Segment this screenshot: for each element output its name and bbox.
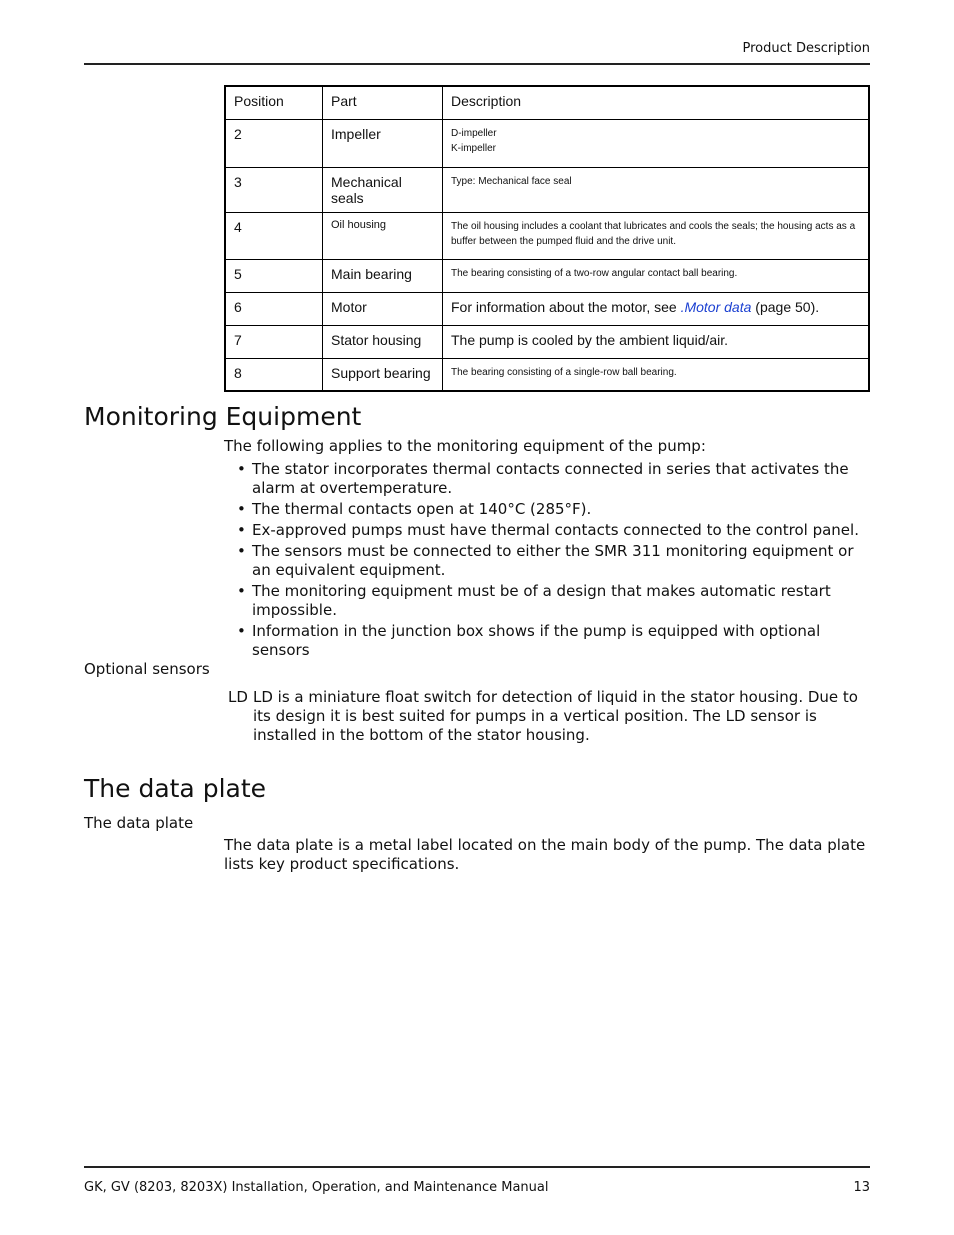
ld-term: LD <box>228 688 248 706</box>
cell-position: 3 <box>225 168 323 213</box>
cell-part: Mechanical seals <box>323 168 443 213</box>
list-item: • The thermal contacts open at 140°C (285°F). <box>224 500 870 519</box>
description-line: K-impeller <box>451 143 497 154</box>
data-plate-text: The data plate is a metal label located on the main body of the pump. The data plate lists key product specifications. <box>224 836 866 873</box>
cell-part: Support bearing <box>323 359 443 391</box>
list-item: • Ex-approved pumps must have thermal contacts connected to the control panel. <box>224 521 870 540</box>
cell-part: Stator housing <box>323 326 443 359</box>
cell-description: The oil housing includes a coolant that lubricates and cools the seals; the housing acts as a buffer between the pumped fluid and the drive unit. <box>443 213 870 260</box>
cell-position: 5 <box>225 260 323 293</box>
cell-part: Impeller <box>323 120 443 168</box>
header-rule <box>84 63 870 65</box>
cell-position: 2 <box>225 120 323 168</box>
monitoring-bullet-list <box>224 460 870 662</box>
running-header: Product Description <box>742 41 870 56</box>
table-row <box>225 359 869 391</box>
cell-part: Main bearing <box>323 260 443 293</box>
column-header-description: Description <box>443 86 870 120</box>
cell-part: Motor <box>323 293 443 326</box>
list-item: • Information in the junction box shows if the pump is equipped with optional sensors <box>224 622 870 660</box>
column-header-position: Position <box>225 86 323 120</box>
cell-description <box>443 120 870 168</box>
cell-position: 6 <box>225 293 323 326</box>
table-row <box>225 120 869 168</box>
cell-description: The bearing consisting of a two-row angular contact ball bearing. <box>443 260 870 293</box>
table-header-row <box>225 86 869 120</box>
table-row <box>225 293 869 326</box>
data-plate-subheading: The data plate <box>84 814 194 832</box>
list-item: • The sensors must be connected to either the SMR 311 monitoring equipment or an equivalent equipment. <box>224 542 870 580</box>
footer-rule <box>84 1166 870 1168</box>
cell-description: The bearing consisting of a single-row ball bearing. <box>443 359 870 391</box>
description-text: For information about the motor, see <box>451 299 681 315</box>
cell-description <box>443 293 870 326</box>
ld-description: LD is a miniature float switch for detection of liquid in the stator housing. Due to its design it is best suited for pumps in a vertical position. The LD sensor is installed in the bottom of the stator housing. <box>253 688 858 744</box>
description-text: (page 50). <box>751 299 820 315</box>
cell-position: 7 <box>225 326 323 359</box>
column-header-part: Part <box>323 86 443 120</box>
list-item: • The stator incorporates thermal contacts connected in series that activates the alarm at overtemperature. <box>224 460 870 498</box>
cell-position: 8 <box>225 359 323 391</box>
monitoring-intro: The following applies to the monitoring equipment of the pump: <box>224 437 706 455</box>
footer-manual-title: GK, GV (8203, 8203X) Installation, Operation, and Maintenance Manual <box>84 1180 549 1195</box>
data-plate-heading: The data plate <box>84 774 267 803</box>
page-number: 13 <box>853 1180 870 1195</box>
cell-description: The pump is cooled by the ambient liquid/air. <box>443 326 870 359</box>
table-row <box>225 326 869 359</box>
optional-sensors-heading: Optional sensors <box>84 660 210 678</box>
cell-position: 4 <box>225 213 323 260</box>
table-row <box>225 168 869 213</box>
cell-part: Oil housing <box>323 213 443 260</box>
table-row <box>225 213 869 260</box>
list-item: • The monitoring equipment must be of a design that makes automatic restart impossible. <box>224 582 870 620</box>
motor-data-link[interactable]: .Motor data <box>680 299 752 315</box>
cell-description: Type: Mechanical face seal <box>443 168 870 213</box>
monitoring-heading: Monitoring Equipment <box>84 402 362 431</box>
table-row <box>225 260 869 293</box>
description-line: D-impeller <box>451 128 497 139</box>
parts-table <box>224 85 870 392</box>
